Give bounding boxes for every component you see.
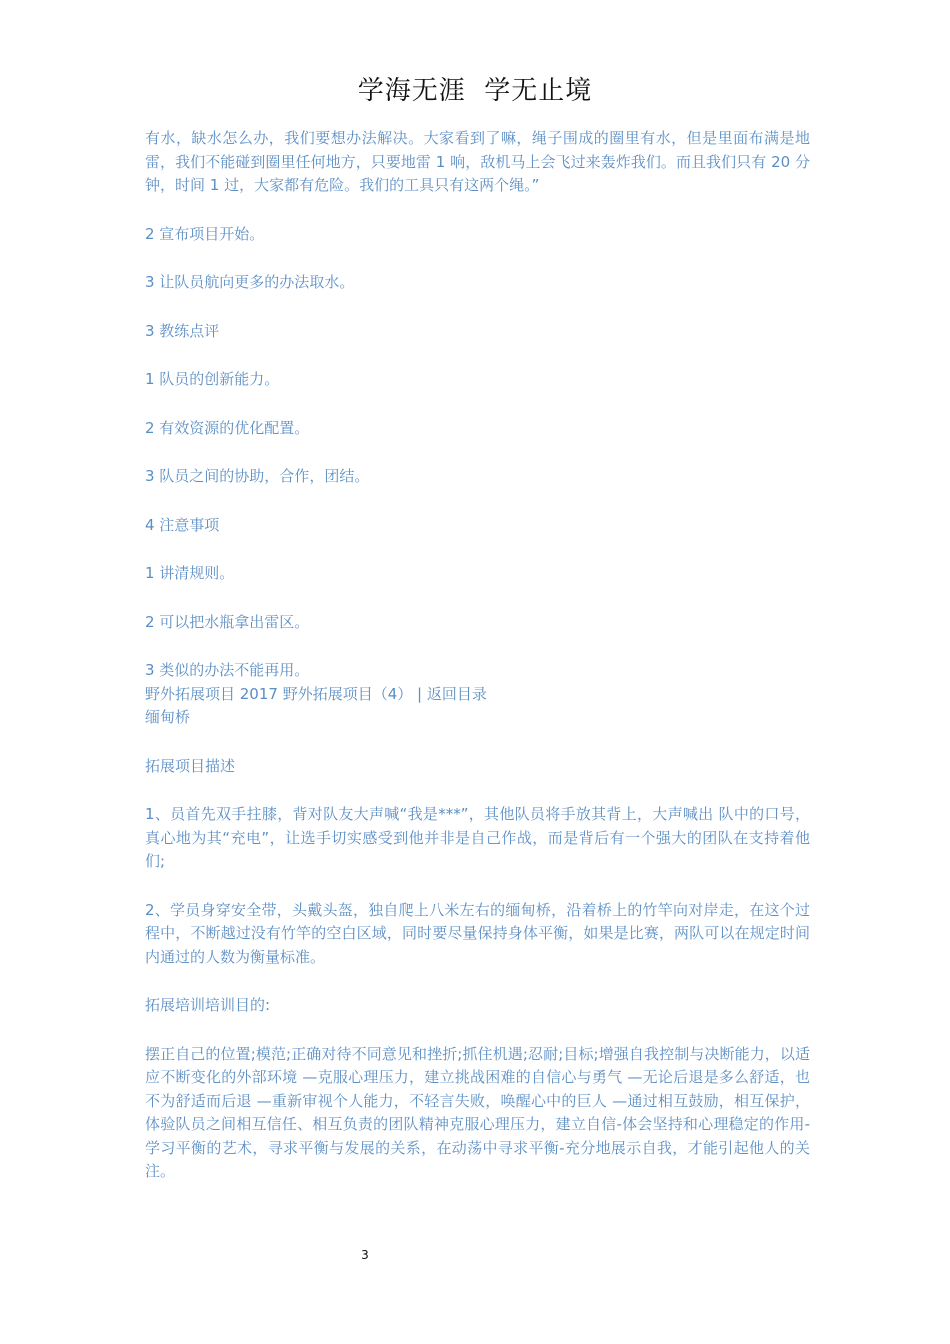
note-item-2: 2 可以把水瓶拿出雷区。 bbox=[145, 612, 310, 631]
notes-heading: 4 注意事项 bbox=[145, 515, 220, 534]
note-item-3: 3 类似的办法不能再用。 bbox=[145, 661, 310, 679]
review-item-1: 1 队员的创新能力。 bbox=[145, 370, 280, 388]
note-item-1: 1 讲清规则。 bbox=[145, 564, 235, 582]
project-name: 缅甸桥 bbox=[145, 708, 191, 726]
page-number: 3 bbox=[361, 1248, 369, 1262]
page-header-title: 学海无涯 学无止境 bbox=[357, 76, 593, 106]
description-heading: 拓展项目描述 bbox=[145, 756, 236, 775]
review-item-3: 3 队员之间的协助，合作，团结。 bbox=[145, 467, 370, 485]
description-paragraph-2: 2、学员身穿安全带，头戴头盔，独自爬上八米左右的缅甸桥，沿着桥上的竹竿向对岸走，在这个过程中，不断越过没有竹竿的空白区域，同时要尽量保持身体平衡，如果是比赛，两队可以在规定时间内通过的人数为衡量标准。 bbox=[145, 900, 810, 966]
step-2-line: 2 宣布项目开始。 bbox=[145, 224, 265, 243]
training-goal-paragraph: 摆正自己的位置;模范;正确对待不同意见和挫折;抓住机遇;忍耐;目标;增强自我控制与决断能力，以适应不断变化的外部环境 —克服心理压力，建立挑战困难的自信心与勇气 —无论后退是多么舒适，也不为舒适而后退 —重新审视个人能力，不轻言失败，唤醒心中的巨人 —通过相互鼓励，相互保护，体验队员之间相互信任、相互负责的团队精神克服心理压力，建立自信-体会坚持和心理稳定的作用-学习平衡的艺术，寻求平衡与发展的关系，在动荡中寻求平衡-充分地展示自我，才能引起他人的关注。 bbox=[145, 1044, 810, 1180]
table-of-contents-link[interactable]: 野外拓展项目 2017 野外拓展项目（4） | 返回目录 bbox=[145, 684, 487, 703]
coach-review-heading: 3 教练点评 bbox=[145, 321, 220, 340]
description-paragraph-1: 1、员首先双手拄膝，背对队友大声喊“我是***”，其他队员将手放其背上，大声喊出 队中的口号，真心地为其“充电”，让选手切实感受到他并非是自己作战，而是背后有一个强大的团队在支持着他们; bbox=[145, 805, 810, 870]
document-body bbox=[145, 127, 810, 1184]
intro-paragraph: 有水，缺水怎么办，我们要想办法解决。大家看到了嘛，绳子围成的圈里有水，但是里面布满是地雷，我们不能碰到圈里任何地方，只要地雷 1 响，敌机马上会飞过来轰炸我们。而且我们只有 20 分钟，时间 1 过，大家都有危险。我们的工具只有这两个绳。” bbox=[145, 129, 810, 194]
training-goal-heading: 拓展培训培训目的: bbox=[145, 996, 271, 1014]
review-item-2: 2 有效资源的优化配置。 bbox=[145, 418, 310, 437]
step-3-line: 3 让队员航向更多的办法取水。 bbox=[145, 273, 355, 291]
